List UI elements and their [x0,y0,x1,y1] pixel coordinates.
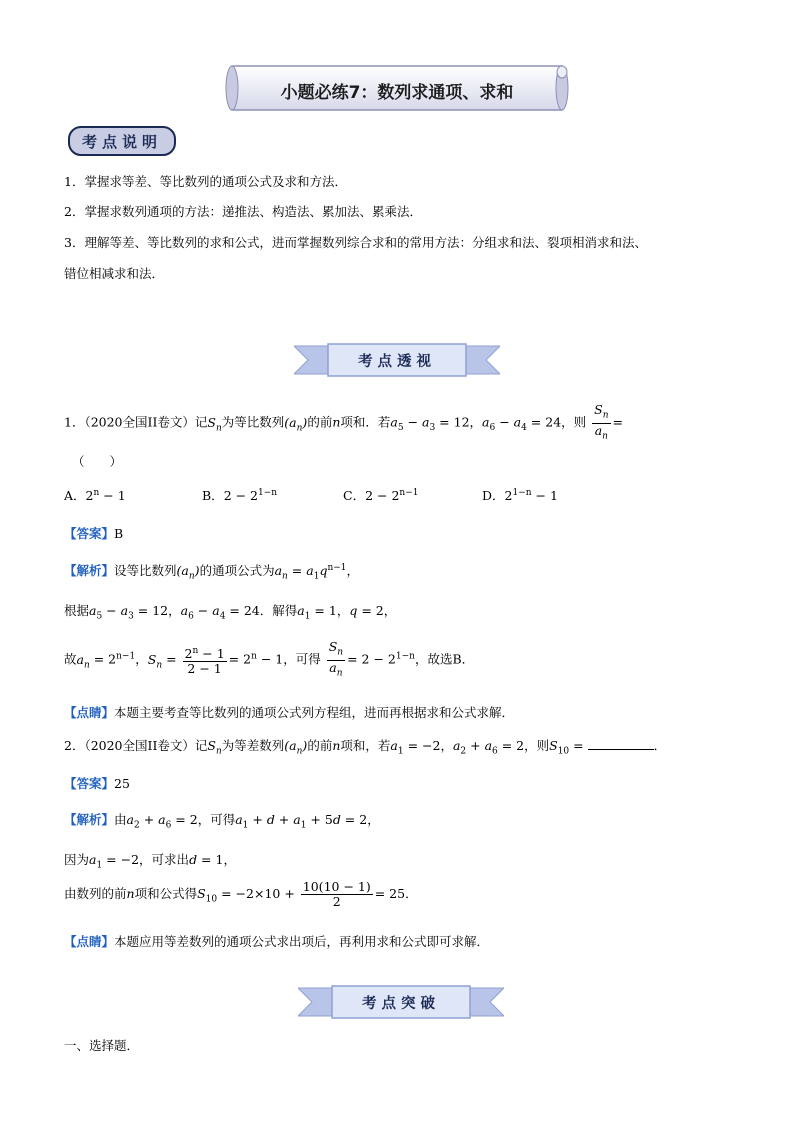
q1-analysis-1: 【解析】设等比数列$(a_n)$的通项公式为$a_n = a_1q^{n-1}$， [64,562,360,582]
kaodian-toushi-ribbon [294,342,500,378]
intro-line-3: 3．理解等差、等比数列的求和公式，进而掌握数列综合求和的常用方法：分组求和法、裂项相消求和法、 [64,235,647,250]
page-title: 小题必练7：数列求通项、求和 [280,83,514,103]
comment-tag: 【点睛】 [64,705,115,720]
q1-paren: （ ） [72,454,123,469]
section-choice: 一、选择题． [64,1038,140,1053]
q1-source: 1．（2020全国II卷文）记 [64,414,208,430]
q2-analysis-1: 【解析】由$a_2 + a_6 = 2$，可得$a_1 + d + a_1 + 5d = 2$， [64,812,380,831]
intro-line-4: 错位相减求和法． [64,266,165,281]
q2-answer [64,774,130,792]
intro-line-2: 2．掌握求数列通项的方法：递推法、构造法、累加法、累乘法． [64,204,422,219]
q1-answer [64,524,123,542]
q1-analysis-2: 根据$a_5 - a_3 = 12$，$a_6 - a_4 = 24$．解得$a_1 = 1$，q = 2， [64,603,397,622]
kaodian-shuoming-badge [66,124,178,158]
q1-option-b: B．$2 - 2^{1-n}$ [202,487,278,503]
title-banner [224,62,570,114]
q1-option-c: C．$2 - 2^{n-1}$ [343,487,419,503]
q2-comment: 【点睛】本题应用等差数列的通项公式求出项后，再利用求和公式即可求解． [64,934,490,949]
comment-tag-2: 【点睛】 [64,934,115,949]
q1-stem: 1．（2020全国II卷文）记$S_n$为等比数列$(a_n)$的前n项和．若$a_5 - a_3 = 12$，$a_6 - a_4 = 24$，则 $\frac{S_n}{a_n}$ = [64,402,623,441]
q2-answer-value: 25 [114,776,130,791]
analysis-tag: 【解析】 [64,563,115,578]
section-label: 考点透视 [358,353,436,370]
intro-line-1: 1．掌握求等差、等比数列的通项公式及求和方法． [64,174,347,189]
analysis-tag-2: 【解析】 [64,812,115,827]
q2-analysis-3: 由数列的前n项和公式得$S_{10} = -2\times 10$ + $\frac{10(10 - 1)}{2}$ = 25． [64,879,418,909]
kaodian-tupo-ribbon [298,984,504,1020]
q1-option-d: D．$2^{1-n} - 1$ [482,487,558,503]
q1-analysis-3: 故$a_n = 2^{n-1}$，$S_n$ = $\frac{2^n - 1}{2 - 1}$ = $2^n - 1$，可得 $\frac{S_n}{a_n}$ = $2 - 2^{1-n}$，故选B． [64,639,475,678]
answer-blank [588,737,654,750]
section-label-2: 考点突破 [362,995,440,1012]
badge-label: 考点说明 [81,133,162,151]
q2-stem: 2．（2020全国II卷文）记$S_n$为等差数列$(a_n)$的前n项和，若$a_1 = -2$，$a_2 + a_6 = 2$，则$S_{10}$ = ． [64,738,667,757]
q1-comment: 【点睛】本题主要考查等比数列的通项公式列方程组，进而再根据求和公式求解． [64,705,515,720]
q2-analysis-2: 因为$a_1 = -2$，可求出d = 1， [64,852,236,871]
answer-tag: 【答案】 [64,526,115,541]
answer-tag-2: 【答案】 [64,776,115,791]
q1-option-a: A．$2^n - 1$ [64,487,126,503]
q2-source: 2．（2020全国II卷文）记 [64,738,208,753]
q1-answer-value: B [114,526,124,541]
